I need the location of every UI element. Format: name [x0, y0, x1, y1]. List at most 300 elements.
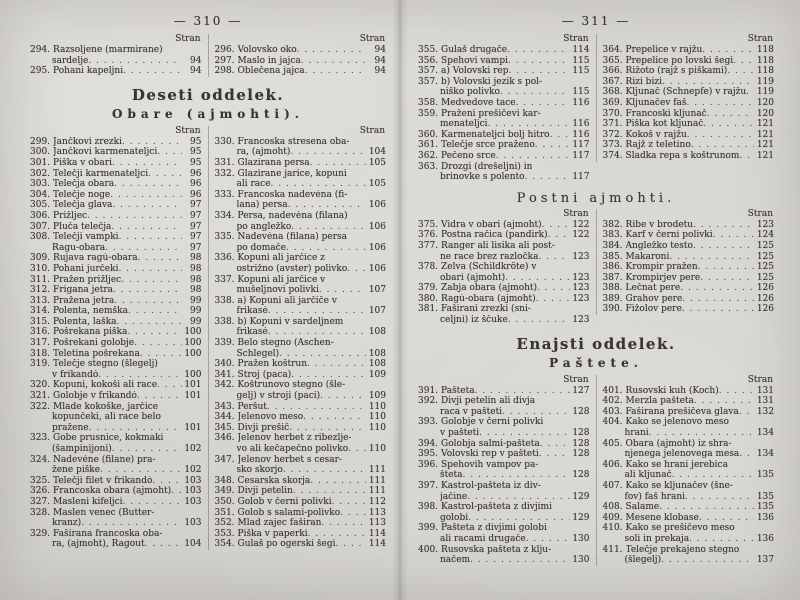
- entry-page-number: 94: [374, 45, 386, 55]
- entry-title: Rujava ragú-obara: [53, 253, 138, 264]
- entry-title: Nadevéna (filana) persa: [237, 232, 347, 243]
- entry-title: jačine: [440, 491, 468, 502]
- entry-number: 371.: [602, 119, 623, 130]
- entry-number: 400.: [418, 544, 439, 555]
- toc-entry-line: [30, 66, 202, 77]
- entry-page-number: 109: [368, 369, 386, 380]
- toc-entry-line: [603, 439, 775, 450]
- entry-title: ali kljunač: [624, 470, 672, 481]
- toc-entry-line: [30, 275, 202, 286]
- entry-title: Mesene klobase: [625, 512, 699, 523]
- toc-entry-line: [603, 417, 775, 428]
- toc-entry-line: [30, 317, 202, 328]
- toc-entry-line: [418, 407, 590, 418]
- entry-title: Telečje srce praženo: [441, 140, 535, 151]
- toc-entry: [215, 338, 387, 359]
- dot-leader: [542, 220, 570, 231]
- entry-number: 391.: [418, 385, 439, 396]
- toc-entry: [603, 294, 775, 305]
- entry-page-number: 119: [756, 87, 774, 98]
- entry-number: 385.: [602, 251, 623, 262]
- entry-page-number: 94: [190, 66, 202, 77]
- toc-entry: [418, 523, 590, 544]
- toc-entry-line: [30, 56, 202, 67]
- entry-number: 318.: [30, 348, 51, 359]
- toc-entry: [30, 200, 202, 211]
- entry-number: 367.: [602, 76, 623, 87]
- entry-title: Divji petelin ali divja: [441, 396, 536, 407]
- toc-entry-line: [418, 523, 590, 534]
- dot-leader: [687, 130, 754, 141]
- dot-leader: [267, 402, 366, 413]
- entry-title: b) Kopuni v sardeljnem: [237, 316, 344, 327]
- entry-page-number: 106: [368, 263, 386, 274]
- dot-leader: [488, 119, 570, 130]
- entry-title: Mlad zajec faširan: [237, 518, 322, 529]
- entry-title: Kopuni, kokoši ali race: [53, 380, 158, 391]
- entry-page-number: 135: [756, 470, 774, 481]
- toc-entry: [418, 502, 590, 523]
- dot-leader: [134, 338, 181, 349]
- toc-entry: [30, 147, 202, 158]
- entry-title: Jančkovi zrezki: [53, 136, 122, 147]
- toc-entry-line: [603, 407, 775, 418]
- dot-leader: [98, 370, 181, 381]
- dot-leader: [320, 391, 366, 402]
- entry-title: Praženi prešičevi kar-: [441, 108, 541, 119]
- toc-entry: [603, 439, 775, 460]
- entry-title: Rajž z teletino: [625, 140, 691, 151]
- entry-number: 369.: [602, 97, 623, 108]
- entry-title: Lečnat pere: [625, 283, 681, 294]
- toc-entry: [30, 349, 202, 360]
- entry-page-number: 130: [572, 533, 590, 544]
- toc-entry-line: [30, 200, 202, 211]
- entry-title: ali race: [236, 179, 271, 190]
- entry-page-number: 94: [190, 55, 202, 66]
- entry-page-number: 123: [572, 251, 590, 262]
- toc-entry-line: [418, 241, 590, 252]
- toc-entry: [418, 98, 590, 109]
- toc-entry: [30, 137, 202, 148]
- entry-page-number: 121: [756, 140, 774, 151]
- dot-leader: [297, 45, 366, 56]
- dot-leader: [128, 306, 182, 317]
- entry-number: 309.: [30, 253, 51, 264]
- dot-leader: [525, 172, 570, 183]
- entry-page-number: 95: [190, 157, 202, 168]
- dot-leader: [500, 87, 570, 98]
- toc-entry: [215, 66, 387, 77]
- toc-entry-line: [215, 190, 387, 201]
- entry-number: 308.: [30, 232, 51, 243]
- toc-entry-line: [215, 338, 387, 349]
- entry-title: Golobja salmi-pašteta: [441, 438, 540, 449]
- toc-entry: [215, 412, 387, 423]
- entry-number: 299.: [30, 136, 51, 147]
- toc-entry: [215, 423, 387, 434]
- entry-title: mušeljnovi polivki: [236, 285, 319, 296]
- entry-page-number: 129: [572, 491, 590, 502]
- entry-page-number: 97: [190, 221, 202, 232]
- entry-title: Stroj (paca): [237, 369, 292, 380]
- dot-leader: [691, 140, 754, 151]
- entry-number: 375.: [418, 219, 439, 230]
- entry-title: Telečji karmenateljci: [53, 168, 149, 179]
- entry-title: Faširana francoska oba-: [53, 528, 163, 539]
- toc-entry: [603, 241, 775, 252]
- entry-title: Rizi bizi: [625, 76, 662, 87]
- entry-title: žene piške: [52, 465, 101, 476]
- dot-leader: [268, 306, 366, 317]
- entry-number: 366.: [602, 66, 623, 77]
- entry-title: Sladka repa s koštrunom: [625, 150, 740, 161]
- toc-entry: [30, 285, 202, 296]
- entry-title: Faširana prešičeva glava: [625, 406, 739, 417]
- entry-number: 313.: [30, 295, 51, 306]
- stran-label: Stran: [747, 34, 773, 44]
- dot-leader: [293, 486, 366, 497]
- entry-number: 396.: [418, 459, 439, 470]
- dot-leader: [319, 285, 366, 296]
- entry-page-number: 123: [572, 293, 590, 304]
- dot-leader: [548, 230, 570, 241]
- page-311: [400, 0, 800, 600]
- toc-entry: [215, 370, 387, 381]
- entry-title: Drozgi (drešeljni) in: [441, 161, 533, 172]
- toc-entry: [215, 296, 387, 317]
- toc-entry: [215, 529, 387, 540]
- entry-title: Masleni kifeljci: [53, 496, 123, 507]
- dot-leader: [140, 349, 182, 360]
- entry-number: 409.: [602, 512, 623, 523]
- entry-number: 300.: [30, 147, 51, 158]
- dot-leader: [123, 497, 182, 508]
- stran-label: Stran: [747, 374, 773, 385]
- entry-page-number: 123: [756, 219, 774, 230]
- toc-entry-line: [603, 252, 775, 263]
- entry-number: 295.: [30, 66, 51, 77]
- dot-leader: [693, 241, 754, 252]
- entry-page-number: 118: [756, 55, 774, 66]
- toc-entry: [30, 306, 202, 317]
- toc-entry: [603, 98, 775, 109]
- toc-entry: [418, 439, 590, 450]
- toc-entry: [603, 130, 775, 141]
- entry-number: 335.: [214, 232, 235, 243]
- entry-title: pražene: [52, 422, 89, 433]
- dot-leader: [508, 56, 570, 67]
- entry-title: Kokoš v rajžu: [625, 129, 687, 140]
- toc-entry: [30, 190, 202, 201]
- entry-number: 384.: [602, 240, 623, 251]
- toc-entry-line: [418, 87, 590, 98]
- toc-entry-line: [30, 232, 202, 243]
- entry-page-number: 118: [756, 45, 774, 55]
- entry-title: Postna račica (pandirk): [441, 230, 548, 241]
- dot-leader: [682, 294, 754, 305]
- toc-entry-line: [418, 220, 590, 231]
- entry-number: 296.: [214, 45, 235, 55]
- dot-leader: [502, 407, 569, 418]
- toc-entry: [418, 230, 590, 241]
- entry-number: 346.: [214, 433, 235, 444]
- dot-leader: [112, 200, 181, 211]
- toc-entry: [418, 66, 590, 77]
- toc-entry-line: [30, 465, 202, 476]
- entry-title: Divji prešič: [237, 422, 290, 433]
- dot-leader: [137, 391, 182, 402]
- toc-entry-line: [215, 243, 387, 254]
- entry-number: 401.: [602, 385, 623, 396]
- toc-entry: [30, 508, 202, 529]
- toc-entry: [418, 109, 590, 130]
- dot-leader: [669, 252, 754, 263]
- toc-entry: [30, 243, 202, 254]
- entry-page-number: 115: [572, 55, 590, 66]
- top-left-column: [30, 34, 202, 77]
- entry-title: Merzla pašteta: [625, 396, 694, 407]
- dot-leader: [279, 349, 366, 360]
- dot-leader: [507, 45, 569, 56]
- entry-title: Jelenov herbet s cesar-: [237, 454, 343, 465]
- entry-number: 340.: [214, 359, 235, 370]
- entry-page-number: 131: [756, 385, 774, 396]
- entry-page-number: 126: [756, 293, 774, 304]
- dot-leader: [693, 220, 754, 231]
- entry-title: Pražen koštrun: [237, 359, 307, 370]
- entry-page-number: 103: [184, 486, 202, 497]
- toc-entry: [603, 396, 775, 407]
- entry-title: Mlade kokoške, jarčice: [53, 401, 159, 412]
- enajsti-section-subtitle: Paštete.: [549, 355, 643, 370]
- dot-leader: [310, 158, 366, 169]
- toc-entry-line: [215, 349, 387, 360]
- entry-title: Prižljec: [53, 210, 88, 221]
- toc-entry-line: [215, 518, 387, 529]
- entry-title: Telečji filet v frikandó: [53, 475, 153, 486]
- entry-title: (šampinijoni): [52, 444, 112, 454]
- toc-entry-line: [418, 481, 590, 492]
- entry-title: Angležko testo: [625, 240, 693, 251]
- enajsti-entry-section: [418, 375, 774, 566]
- entry-number: 364.: [602, 45, 623, 55]
- dot-leader: [305, 66, 366, 77]
- entry-number: 403.: [602, 406, 623, 417]
- toc-entry-line: [603, 66, 775, 77]
- dot-leader: [694, 396, 754, 407]
- entry-number: 355.: [418, 45, 439, 55]
- toc-entry: [603, 66, 775, 77]
- entry-number: 312.: [30, 285, 51, 296]
- entry-title: Grahov pere: [625, 293, 683, 304]
- entry-number: 320.: [30, 380, 51, 391]
- entry-title: Francoska obara (ajmoht): [53, 486, 172, 497]
- toc-entry-line: [603, 534, 775, 545]
- entry-number: 294.: [30, 45, 51, 55]
- toc-entry-line: [418, 492, 590, 503]
- toc-entry-line: [30, 402, 202, 413]
- toc-entry-line: [30, 380, 202, 391]
- toc-entry: [418, 417, 590, 438]
- entry-title: Francoski kljunač: [625, 108, 707, 119]
- dot-leader: [746, 87, 754, 98]
- entry-number: 301.: [30, 157, 51, 168]
- toc-entry-line: [215, 147, 387, 158]
- entry-title: Pošrekana piška: [53, 327, 128, 338]
- toc-entry-line: [215, 222, 387, 233]
- entry-page-number: 101: [184, 391, 202, 402]
- entry-page-number: 104: [368, 147, 386, 158]
- entry-page-number: 118: [756, 66, 774, 77]
- toc-entry: [603, 417, 775, 438]
- entry-page-number: 128: [572, 428, 590, 439]
- entry-page-number: 101: [184, 422, 202, 433]
- toc-entry-line: [418, 449, 590, 460]
- toc-entry: [418, 56, 590, 67]
- entry-title: Golob v černi polivki: [237, 496, 332, 507]
- entry-page-number: 128: [572, 470, 590, 481]
- entry-number: 363.: [418, 161, 439, 172]
- entry-title: Golobje v frikandó: [53, 391, 137, 402]
- entry-page-number: 99: [190, 316, 202, 327]
- toc-entry: [418, 140, 590, 151]
- entry-page-number: 132: [756, 406, 774, 417]
- entry-title: Rusovska pašteta z klju-: [441, 544, 552, 555]
- entry-number: 319.: [30, 359, 51, 370]
- dot-leader: [662, 77, 754, 88]
- toc-entry-line: [418, 283, 590, 294]
- toc-entry: [215, 56, 387, 67]
- entry-number: 344.: [214, 412, 235, 423]
- toc-entry-line: [603, 513, 775, 524]
- entry-number: 347.: [214, 454, 235, 465]
- dot-leader: [536, 294, 570, 305]
- entry-number: 372.: [602, 129, 623, 140]
- toc-entry: [30, 476, 202, 487]
- dot-leader: [707, 109, 754, 120]
- dot-leader: [702, 45, 754, 56]
- toc-entry: [603, 481, 775, 502]
- dot-leader: [700, 273, 754, 284]
- entry-title: lana) persa: [236, 200, 288, 211]
- toc-entry: [603, 87, 775, 98]
- dot-leader: [301, 56, 366, 67]
- dot-leader: [332, 497, 366, 508]
- entry-title: ostrižno (avster) polivko: [236, 263, 348, 274]
- dot-leader: [550, 130, 570, 141]
- entry-page-number: 103: [184, 475, 202, 486]
- entry-number: 323.: [30, 433, 51, 444]
- entry-number: 329.: [30, 528, 51, 539]
- entry-page-number: 135: [756, 502, 774, 513]
- entry-title: njenega jelenovega mesa: [624, 449, 740, 460]
- dot-leader: [289, 423, 366, 434]
- entry-title: Maslen venec (Butter-: [53, 507, 155, 518]
- entry-list: [30, 137, 202, 550]
- toc-entry-line: [603, 294, 775, 305]
- entry-page-number: 113: [368, 518, 386, 529]
- entry-list: [418, 386, 590, 566]
- entry-page-number: 122: [572, 230, 590, 241]
- entry-title: Gobe prusnice, kokmaki: [53, 433, 164, 444]
- dot-leader: [682, 304, 754, 315]
- entry-number: 338.: [214, 316, 235, 327]
- entry-page-number: 95: [190, 147, 202, 158]
- toc-entry-line: [215, 508, 387, 519]
- toc-entry-line: [603, 481, 775, 492]
- toc-entry: [603, 220, 775, 231]
- toc-entry-line: [215, 391, 387, 402]
- entry-page-number: 113: [368, 507, 386, 518]
- toc-entry: [215, 455, 387, 476]
- entry-title: b) Volovski jezik s pol-: [441, 76, 543, 87]
- toc-entry-line: [30, 412, 202, 423]
- dot-leader: [121, 275, 181, 286]
- entry-title: Pašteta: [441, 385, 475, 396]
- toc-entry-line: [603, 230, 775, 241]
- entry-page-number: 106: [368, 200, 386, 211]
- main-right-column: [208, 126, 387, 550]
- entry-page-number: 96: [190, 168, 202, 179]
- toc-entry: [418, 304, 590, 325]
- toc-entry: [603, 262, 775, 273]
- entry-title: Ragú-obara (ajmoht): [441, 293, 536, 304]
- toc-entry-line: [215, 402, 387, 413]
- entry-page-number: 116: [572, 119, 590, 130]
- entry-number: 352.: [214, 518, 235, 529]
- entry-number: 304.: [30, 189, 51, 200]
- toc-entry-line: [215, 476, 387, 487]
- dot-leader: [672, 470, 754, 481]
- toc-entry: [30, 391, 202, 402]
- entry-page-number: 135: [756, 491, 774, 502]
- toc-entry-line: [418, 470, 590, 481]
- entry-title: sardelje: [52, 55, 89, 66]
- entry-title: Pečeno srce: [441, 150, 496, 161]
- toc-entry-line: [418, 172, 590, 183]
- toc-entry: [418, 77, 590, 98]
- entry-number: 332.: [214, 168, 235, 179]
- entry-page-number: 107: [368, 306, 386, 317]
- entry-title: Makaroni: [625, 251, 670, 262]
- entry-title: Polenta, nemška: [53, 306, 128, 317]
- entry-number: 354.: [214, 539, 235, 550]
- top-right-column: [596, 34, 775, 162]
- toc-entry: [215, 211, 387, 232]
- top-entry-section: [418, 34, 774, 183]
- entry-page-number: 117: [572, 150, 590, 161]
- entry-title: Volovsko oko: [237, 45, 297, 55]
- entry-number: 387.: [602, 272, 623, 283]
- entry-page-number: 94: [374, 66, 386, 77]
- toc-entry-line: [418, 439, 590, 450]
- entry-number: 411.: [602, 544, 623, 555]
- entry-page-number: 121: [756, 129, 774, 140]
- entry-page-number: 125: [756, 262, 774, 273]
- toc-entry-line: [603, 386, 775, 397]
- entry-number: 314.: [30, 306, 51, 317]
- entry-number: 325.: [30, 475, 51, 486]
- entry-number: 402.: [602, 396, 623, 407]
- entry-title: Želva (Schildkröte) v: [441, 262, 537, 273]
- entry-number: 380.: [418, 293, 439, 304]
- toc-entry-line: [603, 262, 775, 273]
- entry-number: 392.: [418, 396, 439, 407]
- entry-number: 410.: [602, 523, 623, 534]
- entry-page-number: 110: [368, 412, 386, 423]
- entry-title: Pražena jetra: [53, 295, 115, 306]
